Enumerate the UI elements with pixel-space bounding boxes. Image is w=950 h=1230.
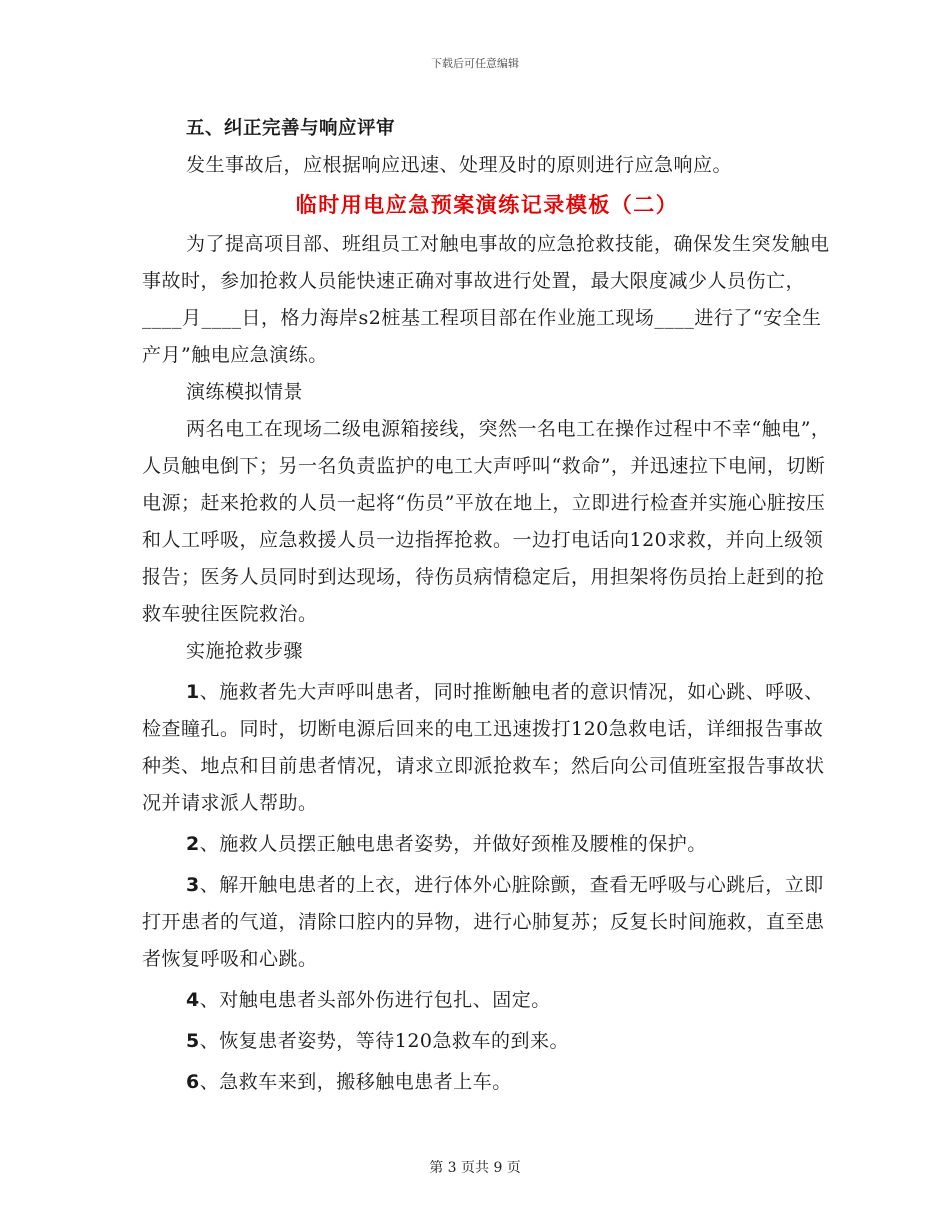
steps-label: 实施抢救步骤 bbox=[186, 640, 304, 662]
step-item bbox=[142, 867, 832, 978]
step-text: 、恢复患者姿势，等待120急救车的到来。 bbox=[199, 1030, 570, 1052]
document-body bbox=[142, 110, 832, 1101]
step-number: 5 bbox=[186, 1030, 200, 1052]
step-text: 、急救车来到，搬移触电患者上车。 bbox=[199, 1071, 512, 1093]
step-item bbox=[142, 982, 832, 1019]
step-item bbox=[142, 1064, 832, 1101]
step-number: 6 bbox=[186, 1071, 200, 1093]
step-text: 、施救者先大声呼叫患者，同时推断触电者的意识情况，如心跳、呼吸、检查瞳孔。同时，切断电源后回来的电工迅速拨打120急救电话，详细报告事故种类、地点和目前患者情况，请求立即派抢救车；然后向公司值班室报告事故状况并请求派人帮助。 bbox=[142, 681, 825, 814]
scenario-label: 演练模拟情景 bbox=[186, 381, 304, 403]
section-heading: 五、纠正完善与响应评审 bbox=[186, 118, 396, 139]
step-item bbox=[142, 826, 832, 863]
document-title: 临时用电应急预案演练记录模板（二） bbox=[295, 193, 679, 217]
step-item bbox=[142, 674, 832, 822]
intro-paragraph: 为了提高项目部、班组员工对触电事故的应急抢救技能，确保发生突发触电事故时，参加抢救人员能快速正确对事故进行处置，最大限度减少人员伤亡，____月____日，格力海岸s2桩基工程项目部在作业施工现场____进行了“安全生产月”触电应急演练。 bbox=[142, 233, 830, 366]
step-text: 、解开触电患者的上衣，进行体外心脏除颤，查看无呼吸与心跳后，立即打开患者的气道，清除口腔内的异物，进行心肺复苏；反复长时间施救，直至患者恢复呼吸和心跳。 bbox=[142, 874, 825, 970]
step-item bbox=[142, 1023, 832, 1060]
section-text: 发生事故后，应根据响应迅速、处理及时的原则进行应急响应。 bbox=[186, 154, 733, 176]
step-number: 2 bbox=[186, 833, 200, 855]
step-text: 、施救人员摆正触电患者姿势，并做好颈椎及腰椎的保护。 bbox=[199, 833, 707, 855]
page-header: 下载后可任意编辑 bbox=[431, 57, 519, 70]
scenario-paragraph: 两名电工在现场二级电源箱接线，突然一名电工在操作过程中不幸“触电”，人员触电倒下；另一名负责监护的电工大声呼叫“救命”，并迅速拉下电闸，切断电源；赶来抢救的人员一起将“伤员”平放在地上，立即进行检查并实施心脏按压和人工呼吸，应急救援人员一边指挥抢救。一边打电话向120求救，并向上级领报告；医务人员同时到达现场，待伤员病情稳定后，用担架将伤员抬上赶到的抢救车驶往医院救治。 bbox=[142, 418, 831, 625]
step-number: 3 bbox=[186, 874, 200, 896]
step-number: 4 bbox=[186, 989, 200, 1011]
step-number: 1 bbox=[186, 681, 200, 703]
page-footer: 第 3 页共 9 页 bbox=[429, 1160, 521, 1176]
step-text: 、对触电患者头部外伤进行包扎、固定。 bbox=[199, 989, 551, 1011]
